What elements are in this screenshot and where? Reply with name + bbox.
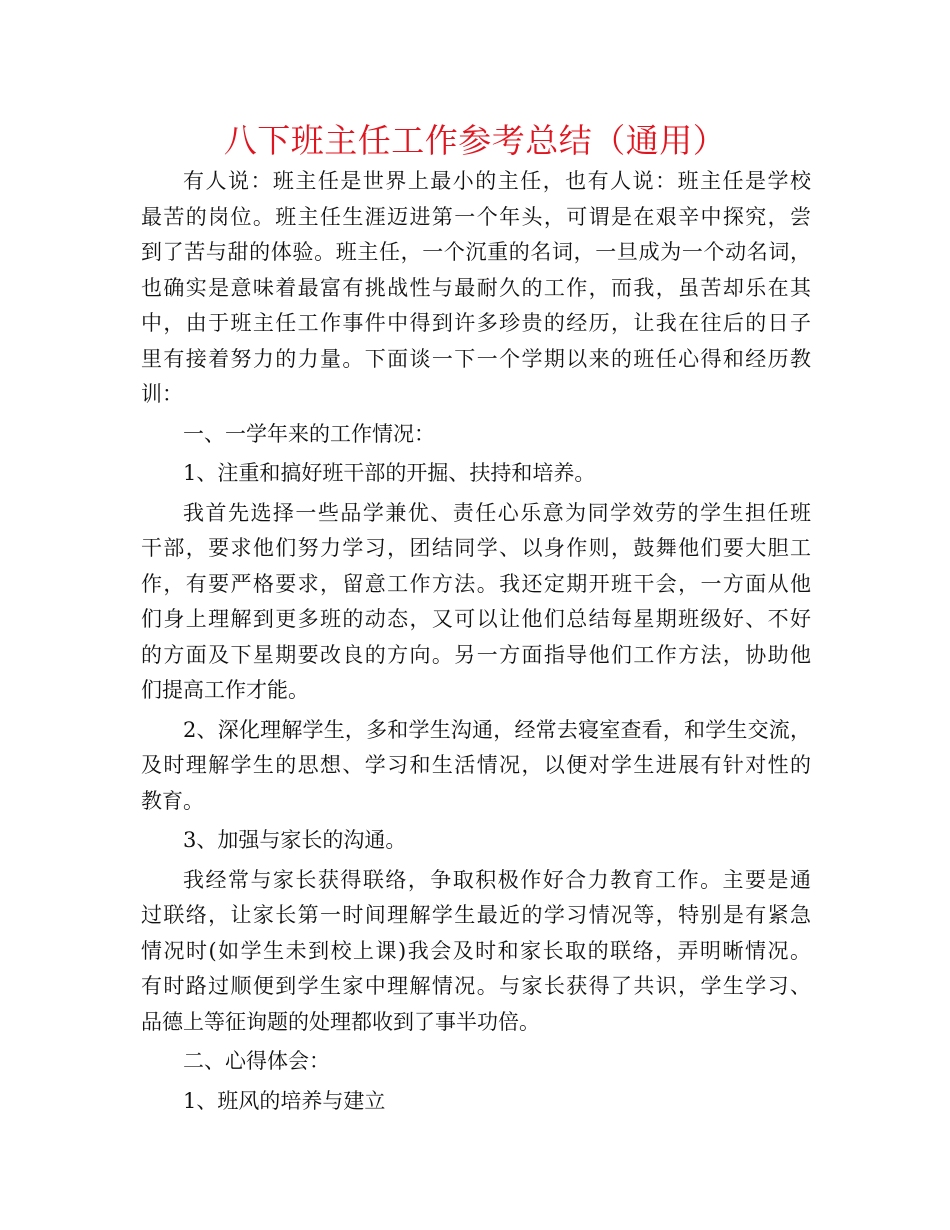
paragraph-line: 2、深化理解学生，多和学生沟通，经常去寝室查看，和学生交流， [183,717,811,742]
paragraph-line: 我首先选择一些品学兼优、责任心乐意为同学效劳的学生担任班 [183,500,811,525]
paragraph-line: 教育。 [141,788,204,813]
paragraph-line: 到了苦与甜的体验。班主任，一个沉重的名词，一旦成为一个动名词， [141,240,811,264]
paragraph-line: 有时路过顺便到学生家中理解情况。与家长获得了共识，学生学习、 [141,974,811,998]
paragraph-line: 作，有要严格要求，留意工作方法。我还定期开班干会，一方面从他 [141,571,811,596]
paragraph-line: 有人说：班主任是世界上最小的主任，也有人说：班主任是学校 [183,169,811,193]
section-heading: 二、心得体会： [183,1049,330,1073]
paragraph-line: 我经常与家长获得联络，争取积极作好合力教育工作。主要是通 [183,867,811,892]
paragraph-line: 最苦的岗位。班主任生涯迈进第一个年头，可谓是在艰辛中探究，尝 [141,204,811,229]
paragraph-line: 及时理解学生的思想、学习和生活情况，以便对学生进展有针对性的 [141,753,811,777]
section-heading: 一、一学年来的工作情况： [183,421,435,446]
paragraph-line: 也确实是意味着最富有挑战性与最耐久的工作，而我，虽苦却乐在其 [141,275,811,300]
document-body [141,164,811,1119]
document-title: 八下班主任工作参考总结（通用） [223,121,727,160]
paragraph-line: 的方面及下星期要改良的方向。另一方面指导他们工作方法，协助他 [141,642,811,667]
paragraph-line: 训： [141,382,183,406]
subsection-heading: 3、加强与家长的沟通。 [183,828,407,852]
paragraph-line: 情况时(如学生未到校上课)我会及时和家长取的联络，弄明晰情况。 [141,938,811,963]
paragraph-line: 过联络，让家长第一时间理解学生最近的学习情况等，特别是有紧急 [141,903,811,927]
subsection-heading: 1、注重和搞好班干部的开掘、扶持和培养。 [183,461,596,485]
paragraph-line: 干部，要求他们努力学习，团结同学、以身作则，鼓舞他们要大胆工 [141,536,811,560]
paragraph-line: 里有接着努力的力量。下面谈一下一个学期以来的班任心得和经历教 [141,346,811,371]
paragraph-line: 品德上等征询题的处理都收到了事半功倍。 [141,1009,540,1034]
paragraph-line: 们身上理解到更多班的动态，又可以让他们总结每星期班级好、不好 [141,607,811,631]
paragraph-line: 中，由于班主任工作事件中得到许多珍贵的经历，让我在往后的日子 [141,311,811,335]
subsection-heading: 1、班风的培养与建立 [183,1088,386,1113]
paragraph-line: 们提高工作才能。 [141,678,309,702]
